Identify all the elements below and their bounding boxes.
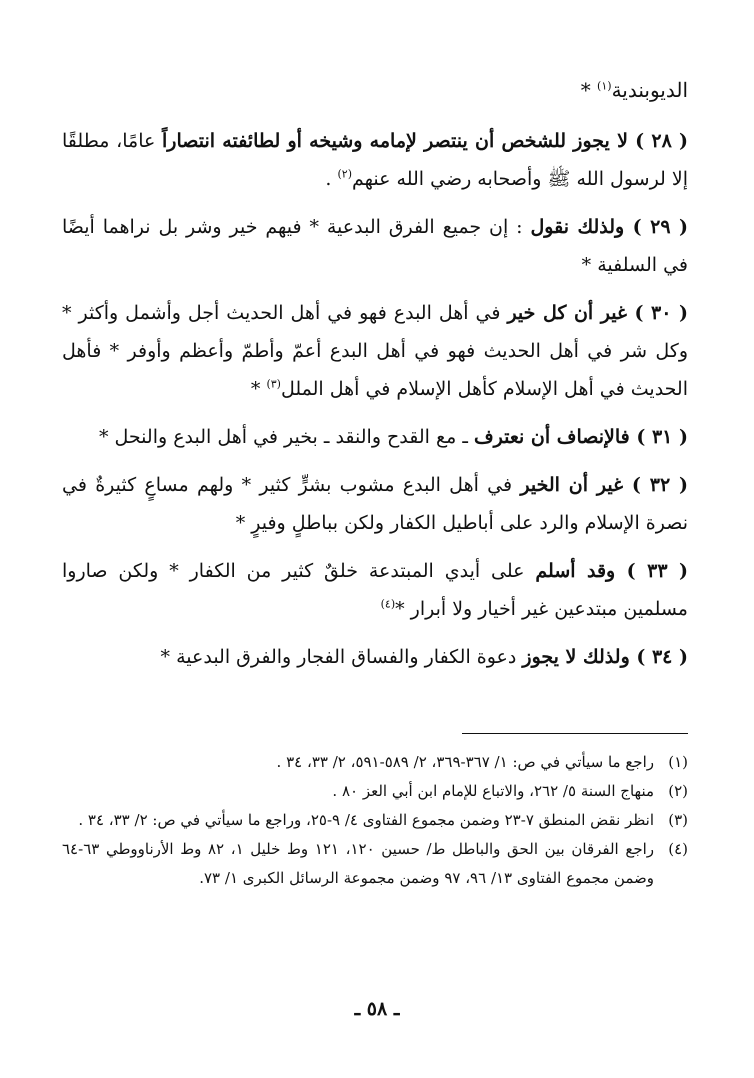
paragraph-tail: .: [325, 168, 338, 190]
intro-text: الديوبندية: [611, 78, 688, 102]
paragraph-32: [62, 466, 688, 542]
footnote-number: (٢): [668, 782, 688, 800]
paragraph-31: [62, 418, 688, 456]
footnote-item: [62, 806, 688, 835]
main-text: [62, 72, 688, 686]
footnote-ref[interactable]: (٢): [337, 167, 353, 181]
paragraph-29: [62, 208, 688, 284]
paragraph-text: في أهل البدع فهو في أهل الحديث أجل وأشمل وأكثر * وكل شر في أهل الحديث فهو في أهل البدع أعمّ وأطمّ وأعظم وأوفر * فأهل الحديث في أهل الإسلام كأهل الإسلام في أهل الملل: [62, 302, 688, 400]
footnote-item: [62, 748, 688, 777]
page-number: ـ ٥٨ ـ: [354, 998, 400, 1020]
paragraph-text: : إن جميع الفرق البدعية * فيهم خير وشر بل نراهما أيضًا في السلفية *: [62, 216, 688, 276]
footnote-ref[interactable]: (١): [597, 79, 612, 93]
footnote-text: انظر نقض المنطق ٧-٢٣ وضمن مجموع الفتاوى ٤/ ٩-٢٥، وراجع ما سيأتي في ص: ٢/ ٣٣، ٣٤ .: [78, 811, 654, 829]
footnotes: [62, 748, 688, 893]
paragraph-30: [62, 294, 688, 408]
paragraph-text: ـ مع القدح والنقد ـ بخير في أهل البدع والنحل *: [98, 426, 468, 448]
paragraph-heading: ( ٢٨ ) لا يجوز للشخص أن ينتصر لإمامه وشيخه أو لطائفته انتصاراً: [162, 130, 689, 152]
paragraph-heading: ( ٣٤ ) ولذلك لا يجوز: [522, 646, 688, 668]
footnote-text: راجع ما سيأتي في ص: ١/ ٣٦٧-٣٦٩، ٢/ ٥٨٩-٥٩١، ٢/ ٣٣، ٣٤ .: [276, 753, 654, 771]
paragraph-heading: ( ٣٢ ) غير أن الخير: [520, 474, 689, 496]
footnote-number: (٣): [668, 811, 688, 829]
paragraph-28: [62, 122, 688, 198]
paragraph-text: على أيدي المبتدعة خلقٌ كثير من الكفار * ولكن صاروا مسلمين مبتدعين غير أخيار ولا أبرار *: [62, 560, 688, 620]
footnote-item: [62, 777, 688, 806]
footnote-ref[interactable]: (٣): [266, 377, 281, 391]
paragraph-text: في أهل البدع مشوب بشرٍّ كثير * ولهم مساعٍ كثيرةٌ في نصرة الإسلام والرد على أباطيل الكفار ولكن بباطلٍ وفيرٍ *: [62, 474, 688, 534]
intro-line: [62, 72, 688, 108]
footnote-text: منهاج السنة ٥/ ٢٦٢، والاتباع للإمام ابن أبي العز ٨٠ .: [332, 782, 654, 800]
paragraph-33: [62, 552, 688, 628]
paragraph-heading: ( ٢٩ ) ولذلك نقول: [530, 216, 689, 238]
footnote-item: [62, 835, 688, 893]
footnote-divider: [462, 733, 688, 734]
paragraph-heading: ( ٣١ ) فالإنصاف أن نعترف: [473, 426, 688, 448]
footnote-text: راجع الفرقان بين الحق والباطل ط/ حسين ١٢٠، ١٢١ وط خليل ١، ٨٢ وط الأرناووطي ٦٣-٦٤ وضمن مجموع الفتاوى ١٣/ ٩٦، ٩٧ وضمن مجموعة الرسائل الكبرى ١/ ٧٣.: [62, 840, 655, 887]
paragraph-text: عامًا، مطلقًا إلا لرسول الله ﷺ وأصحابه رضي الله عنهم: [62, 130, 688, 190]
footnote-ref[interactable]: (٤): [380, 597, 396, 611]
footnote-number: (١): [668, 753, 688, 771]
paragraph-heading: ( ٣٣ ) وقد أسلم: [535, 560, 689, 582]
paragraph-tail: *: [250, 378, 267, 400]
paragraph-34: [62, 638, 688, 676]
paragraph-heading: ( ٣٠ ) غير أن كل خير: [507, 302, 688, 324]
footnote-number: (٤): [668, 840, 688, 858]
star-separator: *: [580, 78, 591, 102]
paragraph-text: دعوة الكفار والفساق الفجار والفرق البدعية *: [160, 646, 517, 668]
